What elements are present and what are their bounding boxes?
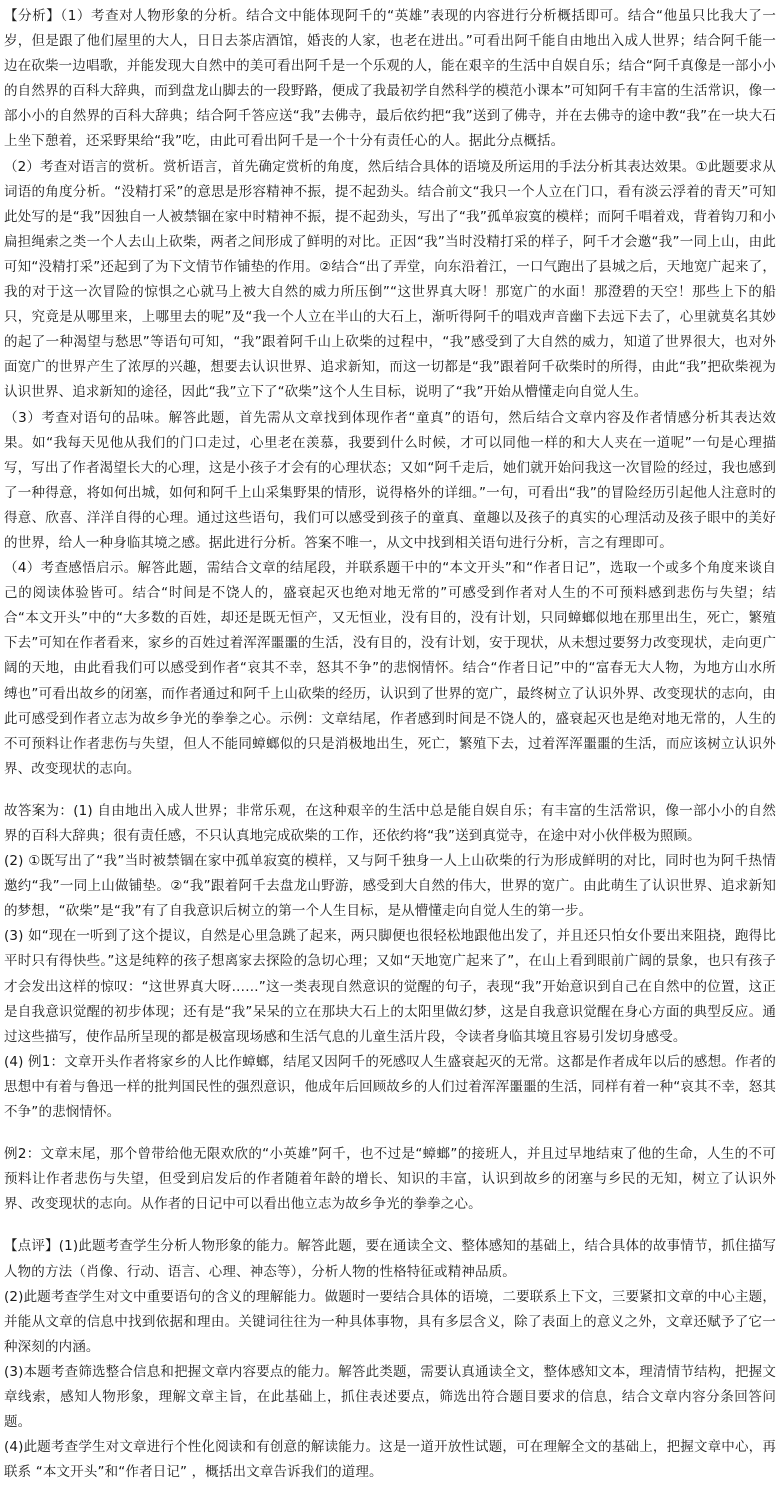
- analysis-paragraph-4: （4）考查感悟启示。解答此题，需结合文章的结尾段，并联系题干中的“本文开头”和“作者日记”，选取一个或多个角度来谈自己的阅读体验皆可。结合“时间是不饶人的，盛衰起灭也绝对地无常的”可感受到作者对人生的不可预料感到悲伤与失望；结合“本文开头”中的“大多数的百姓，却还是既无恒产，又无恒业，没有目的，没有计划，只同蟑螂似地在那里出生，死亡，繁殖下去”可知在作者看来，家乡的百姓过着浑浑噩噩的生活，没有目的，没有计划，安于现状，从未想过要努力改变现状，走向更广阔的天地，由此看我们可以感受到作者“哀其不幸，怒其不争”的悲悯情怀。结合“作者日记”中的“富春无大人物，为地方山水所缚也”可看出故乡的闭塞，而作者通过和阿千上山砍柴的经历，认识到了世界的宽广，最终树立了认识外界、改变现状的志向，由此可感受到作者立志为故乡争光的拳拳之心。示例：文章结尾，作者感到时间是不饶人的，盛衰起灭也是绝对地无常的，人生的不可预料让作者悲伤与失望，但人不能同蟑螂似的只是消极地出生，死亡，繁殖下去，过着浑浑噩噩的生活，而应该树立认识外界、改变现状的志向。: [4, 560, 776, 777]
- answer-paragraph-5: 例2：文章末尾，那个曾带给他无限欢欣的“小英雄”阿千，也不过是“蟑螂”的接班人，并且过早地结束了他的生命，人生的不可预料让作者悲伤与失望，但受到启发后的作者随着年龄的增长、知识的丰富，认识到故乡的闭塞与乡民的无知，树立了认识外界、改变现状的志向。从作者的日记中可以看出他立志为故乡争光的拳拳之心。: [4, 1146, 776, 1213]
- analysis-paragraph-1: 【分析】（1）考查对人物形象的分析。结合文中能体现阿千的“英雄”表现的内容进行分析概括即可。结合“他虽只比我大了一岁，但是跟了他们屋里的大人，日日去茶店酒馆，婚丧的人家，也老在进出。”可看出阿千能自由地出入成人世界；结合阿千能一边在砍柴一边唱歌，并能发现大自然中的美可看出阿千是一个乐观的人，能在艰辛的生活中自娱自乐；结合“阿千真像是一部小小的自然界的百科大辞典，而到盘龙山脚去的一段野路，便成了我最初学自然科学的模范小课本”可知阿千有丰富的生活常识，像一部小小的自然界的百科大辞典；结合阿千答应送“我”去佛寺，最后依约把“我”送到了佛寺，并在去佛寺的途中教“我”在一块大石上坐下憩着，还采野果给“我”吃，由此可看出阿千是一个十分有责任心的人。据此分点概括。: [4, 8, 776, 150]
- comment-paragraph-3: (3)本题考查筛选整合信息和把握文章内容要点的能力。解答此类题，需要认真通读全文，整体感知文本，理清情节结构，把握文章线索，感知人物形象，理解文章主旨，在此基础上，抓住表述要点，筛选出符合题目要求的信息，结合文章内容分条回答问题。: [4, 1363, 776, 1431]
- comment-paragraph-2: (2)此题考查学生对文中重要语句的含义的理解能力。做题时一要结合具体的语境，二要联系上下文，三要紧扣文章的中心主题，并能从文章的信息中找到依据和理由。关键词往往为一种具体事物，具有多层含义，除了表面上的意义之外，文章还赋予了它一种深刻的内涵。: [4, 1288, 776, 1355]
- analysis-paragraph-3: （3）考查对语句的品味。解答此题，首先需从文章找到体现作者“童真”的语句，然后结合文章内容及作者情感分析其表达效果。如“我每天见他从我们的门口走过，心里老在羡慕，我要到什么时候，才可以同他一样的和大人夹在一道呢”一句是心理描写，写出了作者渴望长大的心理，这是小孩子才会有的心理状态；又如“阿千走后，她们就开始问我这一次冒险的经过，我也感到了一种得意，将如何出城，如何和阿千上山采集野果的情形，说得格外的详细。”一句，可看出“我”的冒险经历引起他人注意时的得意、欣喜、洋洋自得的心理。通过这些语句，我们可以感受到孩子的童真、童趣以及孩子的真实的心理活动及孩子眼中的美好的世界，给人一种身临其境之感。据此进行分析。答案不唯一，从文中找到相关语句进行分析，言之有理即可。: [4, 409, 776, 551]
- answer-paragraph-4: (4) 例1：文章开头作者将家乡的人比作蟑螂，结尾又因阿千的死感叹人生盛衰起灭的无常。这都是作者成年以后的感想。作者的思想中有着与鲁迅一样的批判国民性的强烈意识，他成年后回顾故乡的人们过着浑浑噩噩的生活，同样有着一种“哀其不幸，怒其不争”的悲悯情怀。: [4, 1053, 776, 1121]
- comment-paragraph-1: 【点评】(1)此题考查学生分析人物形象的能力。解答此题，要在通读全文、整体感知的基础上，结合具体的故事情节，抓住描写人物的方法（肖像、行动、语言、心理、神态等），分析人物的性格特征或精神品质。: [4, 1238, 776, 1280]
- answer-paragraph-1: 故答案为：(1) 自由地出入成人世界；非常乐观，在这种艰辛的生活中总是能自娱自乐；有丰富的生活常识，像一部小小的自然界的百科大辞典；很有责任感，不只认真地完成砍柴的工作，还依约将“我”送到真觉寺，在途中对小伙伴极为照顾。: [4, 802, 776, 844]
- comment-paragraph-4: (4)此题考查学生对文章进行个性化阅读和有创意的解读能力。这是一道开放性试题，可在理解全文的基础上，把握文章中心，再联系 “本文开头”和“作者日记” ，概括出文章告诉我们的道理。: [4, 1439, 776, 1481]
- answer-paragraph-3: (3) 如“现在一听到了这个提议，自然是心里急跳了起来，两只脚便也很轻松地跟他出发了，并且还只怕女仆要出来阻挠，跑得比平时只有得快些。”这是纯粹的孩子想离家去探险的急切心理；又如“天地宽广起来了”，在山上看到眼前广阔的景象，也只有孩子才会发出这样的惊叹：“这世界真大呀……”这一类表现自然意识的觉醒的句子，表现“我”开始意识到自己在自然中的位置，这正是自我意识觉醒的初步体现；还有是“我”呆呆的立在那块大石上的太阳里做幻梦，这是自我意识觉醒在身心方面的典型反应。通过这些描写，使作品所呈现的都是极富现场感和生活气息的儿童生活片段，令读者身临其境且容易引发切身感受。: [4, 928, 776, 1045]
- analysis-paragraph-2: （2）考查对语言的赏析。赏析语言，首先确定赏析的角度，然后结合具体的语境及所运用的手法分析其表达效果。①此题要求从词语的角度分析。“没精打采”的意思是形容精神不振，提不起劲头。结合前文“我只一个人立在门口，看有淡云浮着的青天”可知此处写的是“我”因独自一人被禁锢在家中时精神不振，提不起劲头，写出了“我”孤单寂寞的模样；而阿千唱着戏，背着钩刀和小扁担绳索之类一个人去山上砍柴，两者之间形成了鲜明的对比。正因“我”当时没精打采的样子，阿千才会邀“我”一同上山，由此可知“没精打采”还起到了为下文情节作铺垫的作用。②结合“出了弄堂，向东沿着江，一口气跑出了县城之后，天地宽广起来了，我的对于这一次冒险的惊惧之心就马上被大自然的威力所压倒”“这世界真大呀！那宽广的水面！那澄碧的天空！那些上下的船只，究竟是从哪里来，上哪里去的呢”及“我一个人立在半山的大石上，渐听得阿千的唱戏声音幽下去远下去了，心里就莫名其妙的起了一种渴望与愁思”等语句可知，“我”跟着阿千山上砍柴的过程中，“我”感受到了大自然的威力，知道了世界很大，也对外面宽广的世界产生了浓厚的兴趣，想要去认识世界、追求新知，而这一切都是“我”跟着阿千砍柴时的所得，由此“我”把砍柴视为认识世界、追求新知的途径，因此“我”立下了“砍柴”这个人生目标，说明了“我”开始从懵懂走向自觉人生。: [4, 158, 776, 401]
- answer-paragraph-2: (2) ①既写出了“我”当时被禁锢在家中孤单寂寞的模样，又与阿千独身一人上山砍柴的行为形成鲜明的对比，同时也为阿千热情邀约“我”一同上山做铺垫。②“我”跟着阿千去盘龙山野游，感受到大自然的伟大，世界的宽广。由此萌生了认识世界、追求新知的梦想，“砍柴”是“我”有了自我意识后树立的第一个人生目标，是从懵懂走向自觉人生的第一步。: [4, 853, 776, 920]
